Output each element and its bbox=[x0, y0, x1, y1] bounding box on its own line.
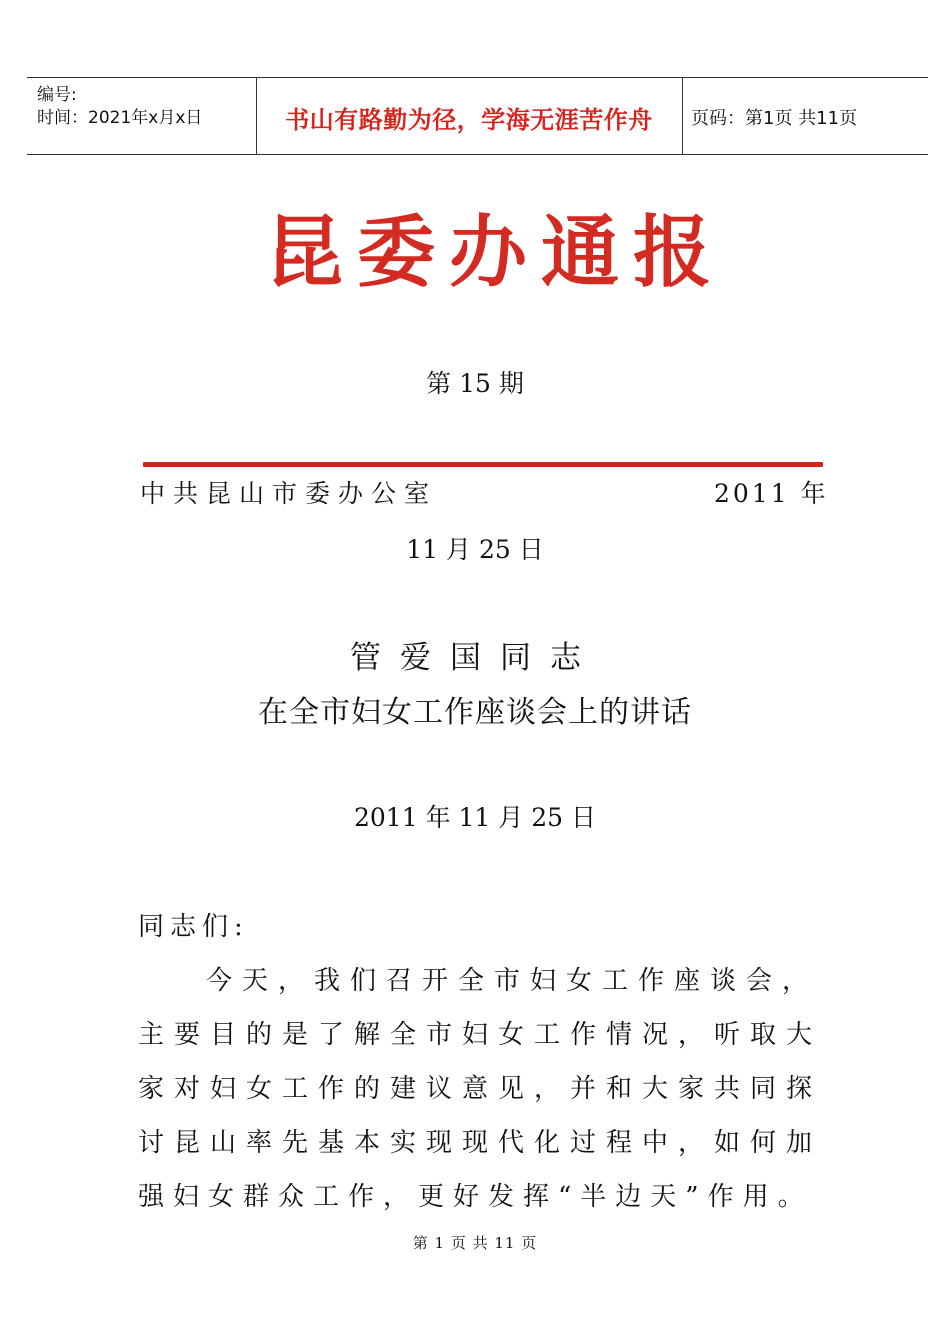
masthead-title: 昆委办通报 bbox=[264, 208, 725, 298]
header-table bbox=[27, 77, 928, 155]
red-divider-line bbox=[143, 462, 823, 467]
page-footer: 第 1 页 共 11 页 bbox=[412, 1234, 538, 1252]
speech-title-occasion: 在全市妇女工作座谈会上的讲话 bbox=[258, 695, 692, 730]
time-label: 时间：2021年x月x日 bbox=[37, 108, 203, 128]
body-line: 讨昆山率先基本实现现代化过程中，如何加 bbox=[138, 1128, 823, 1158]
header-page-info: 页码：第1页 共11页 bbox=[691, 108, 858, 129]
header-meta bbox=[37, 84, 202, 130]
issuer-year: 2011 年 bbox=[714, 479, 829, 508]
code-label: 编号: bbox=[37, 85, 77, 105]
salutation: 同志们: bbox=[138, 912, 249, 942]
issuer-name: 中共昆山市委办公室 bbox=[140, 479, 438, 508]
header-divider-right bbox=[682, 78, 683, 154]
header-motto: 书山有路勤为径，学海无涯苦作舟 bbox=[285, 105, 653, 134]
body-line: 主要目的是了解全市妇女工作情况，听取大 bbox=[138, 1020, 823, 1050]
issuer-date: 11 月 25 日 bbox=[406, 535, 544, 564]
speech-date: 2011 年 11 月 25 日 bbox=[354, 803, 596, 832]
body-line: 家对妇女工作的建议意见，并和大家共同探 bbox=[138, 1074, 823, 1104]
body-line: 强妇女群众工作，更好发挥“半边天”作用。 bbox=[138, 1182, 813, 1212]
issue-number: 第 15 期 bbox=[426, 369, 524, 398]
body-line: 今天，我们召开全市妇女工作座谈会， bbox=[206, 966, 819, 996]
speech-title-speaker: 管爱国同志 bbox=[350, 640, 600, 676]
